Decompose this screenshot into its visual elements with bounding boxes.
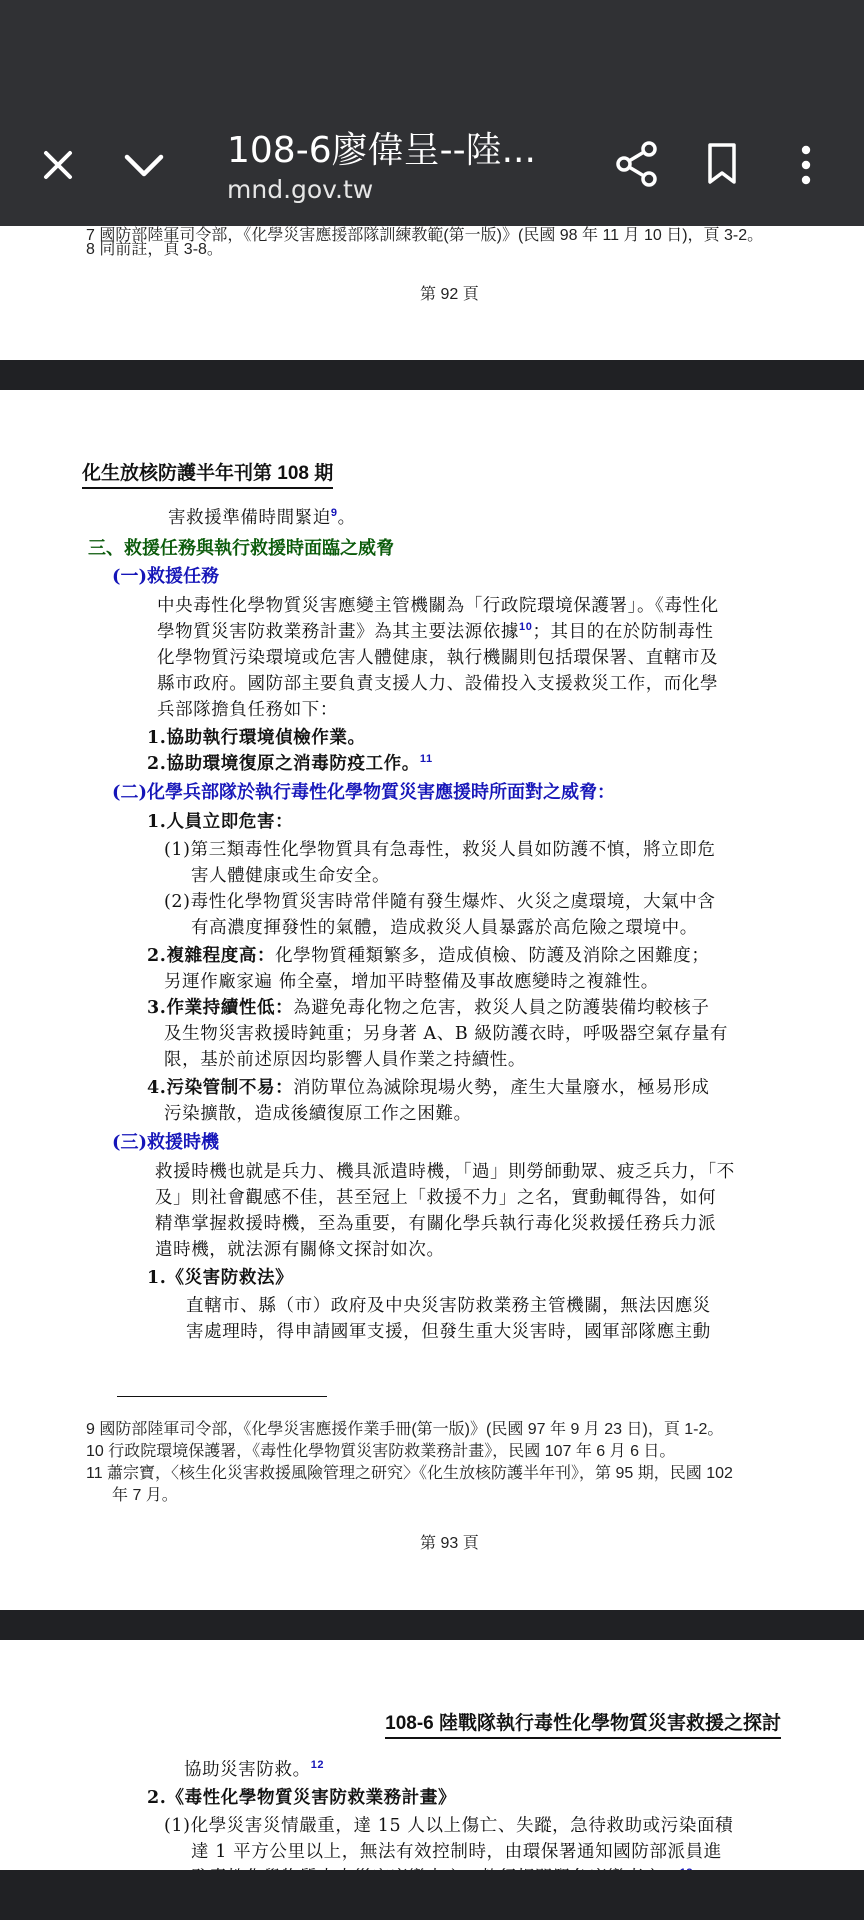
document-page-92 bbox=[0, 226, 864, 360]
body-line: 遣時機，就法源有關條文探討如次。 bbox=[155, 1240, 445, 1260]
body-line: 限，基於前述原因均影響人員作業之持續性。 bbox=[164, 1050, 526, 1070]
threat-item: 3.作業持續性低：為避免毒化物之危害，救災人員之防護裝備均較核子 bbox=[147, 998, 710, 1018]
footnote-ref[interactable]: 10 bbox=[519, 621, 533, 634]
task-item: 1.協助執行環境偵檢作業。 bbox=[147, 728, 366, 748]
footnote-divider bbox=[117, 1396, 327, 1397]
footnote-11-cont: 年 7 月。 bbox=[112, 1487, 178, 1504]
body-line: (2)毒性化學物質災害時常伴隨有發生爆炸、火災之虞環境，大氣中含 bbox=[164, 892, 716, 912]
body-line: (1)化學災害災情嚴重，達 15 人以上傷亡、失蹤，急待救助或污染面積 bbox=[164, 1816, 734, 1836]
body-line: 有高濃度揮發性的氣體，造成救災人員暴露於高危險之環境中。 bbox=[191, 918, 698, 938]
footnote-10: 10 行政院環境保護署，《毒性化學物質災害防救業務計畫》，民國 107 年 6 月 6 日。 bbox=[86, 1443, 676, 1460]
body-line: 害人體健康或生命安全。 bbox=[191, 866, 391, 886]
footnote-ref[interactable]: 11 bbox=[419, 753, 433, 766]
threat-item: 2.複雜程度高：化學物質種類繁多，造成偵檢、防護及消除之困難度； bbox=[147, 946, 710, 966]
page-number: 第 92 頁 bbox=[420, 286, 479, 303]
running-header: 108-6 陸戰隊執行毒性化學物質災害救援之探討 bbox=[385, 1708, 781, 1739]
threat-heading: 1.人員立即危害： bbox=[147, 812, 294, 832]
body-line: 達 1 平方公里以上，無法有效控制時，由環保署通知國防部派員進 bbox=[191, 1842, 722, 1862]
page-url: mnd.gov.tw bbox=[227, 175, 374, 204]
body-line: 中央毒性化學物質災害應變主管機關為「行政院環境保護署」。《毒性化 bbox=[157, 596, 719, 616]
footnote-7-cut: 7 國防部陸軍司令部，《化學災害應援部隊訓練教範(第一版)》(民國 98 年 11 月 10 日)，頁 3-2。 bbox=[86, 227, 764, 244]
body-line: 救援時機也就是兵力、機具派遣時機，「過」則勞師動眾、疲乏兵力，「不 bbox=[155, 1162, 735, 1182]
body-line: 及」則社會觀感不佳，甚至冠上「救援不力」之名，實動輒得咎，如何 bbox=[155, 1188, 717, 1208]
body-line: 害處理時，得申請國軍支援，但發生重大災害時，國軍部隊應主動 bbox=[186, 1322, 711, 1342]
footnote-9: 9 國防部陸軍司令部，《化學災害應援作業手冊(第一版)》(民國 97 年 9 月 23 日)，頁 1-2。 bbox=[86, 1421, 724, 1438]
bookmark-icon[interactable] bbox=[706, 142, 738, 186]
bottom-bar bbox=[0, 1870, 864, 1920]
task-item: 2.協助環境復原之消毒防疫工作。$^{11}$ bbox=[147, 753, 433, 774]
body-line: 兵部隊擔負任務如下： bbox=[157, 700, 338, 720]
document-page-94 bbox=[0, 1640, 864, 1870]
subsection-heading: (二)化學兵部隊於執行毒性化學物質災害應援時所面對之威脅： bbox=[112, 782, 616, 803]
law-heading: 2.《毒性化學物質災害防救業務計畫》 bbox=[147, 1788, 457, 1808]
page-title: 108-6廖偉呈--陸... bbox=[227, 130, 536, 171]
share-icon[interactable] bbox=[614, 140, 660, 188]
running-header: 化生放核防護半年刊第 108 期 bbox=[82, 458, 333, 489]
more-vert-icon[interactable] bbox=[796, 144, 816, 186]
body-line: 害救援準備時間緊迫$^9$。 bbox=[168, 507, 356, 528]
body-line: 直轄市、縣（市）政府及中央災害防救業務主管機關，無法因應災 bbox=[186, 1296, 711, 1316]
section-heading: 三、救援任務與執行救援時面臨之威脅 bbox=[88, 538, 394, 559]
law-heading: 1.《災害防救法》 bbox=[147, 1268, 294, 1288]
body-line: 污染擴散，造成後續復原工作之困難。 bbox=[164, 1104, 472, 1124]
page-number: 第 93 頁 bbox=[420, 1535, 479, 1552]
top-app-bar bbox=[0, 0, 864, 226]
close-icon[interactable] bbox=[38, 145, 78, 185]
subsection-heading: (三)救援時機 bbox=[112, 1132, 220, 1153]
threat-item: 4.污染管制不易：消防單位為滅除現場火勢，產生大量廢水，極易形成 bbox=[147, 1078, 710, 1098]
chevron-down-icon[interactable] bbox=[122, 150, 166, 180]
body-line: (1)第三類毒性化學物質具有急毒性，救災人員如防護不慎，將立即危 bbox=[164, 840, 716, 860]
footnote-ref[interactable]: 12 bbox=[310, 1759, 325, 1772]
document-page-93 bbox=[0, 390, 864, 1610]
body-line: 縣市政府。國防部主要負責支援人力、設備投入支援救災工作，而化學 bbox=[157, 674, 719, 694]
footnote-ref[interactable]: 9 bbox=[330, 507, 338, 520]
footnote-8: 8 同前註，頁 3-8。 bbox=[86, 241, 223, 258]
body-line: 學物質災害防救業務計畫》為其主要法源依據$^{10}$；其目的在於防制毒性 bbox=[157, 621, 714, 642]
body-line: 及生物災害救援時鈍重；另身著 A、B 級防護衣時，呼吸器空氣存量有 bbox=[164, 1024, 728, 1044]
footnote-11: 11 蕭宗寶，〈核生化災害救援風險管理之研究〉《化生放核防護半年刊》，第 95 期，民國 102 bbox=[86, 1465, 733, 1482]
body-line: 精準掌握救援時機，至為重要，有關化學兵執行毒化災救援任務兵力派 bbox=[155, 1214, 717, 1234]
body-line: 另運作廠家遍 佈全臺，增加平時整備及事故應變時之複雜性。 bbox=[164, 972, 659, 992]
body-line: 協助災害防救。$^{12}$ bbox=[184, 1759, 325, 1780]
body-line: 化學物質污染環境或危害人體健康，執行機關則包括環保署、直轄市及 bbox=[157, 648, 719, 668]
subsection-heading: (一)救援任務 bbox=[112, 566, 220, 587]
